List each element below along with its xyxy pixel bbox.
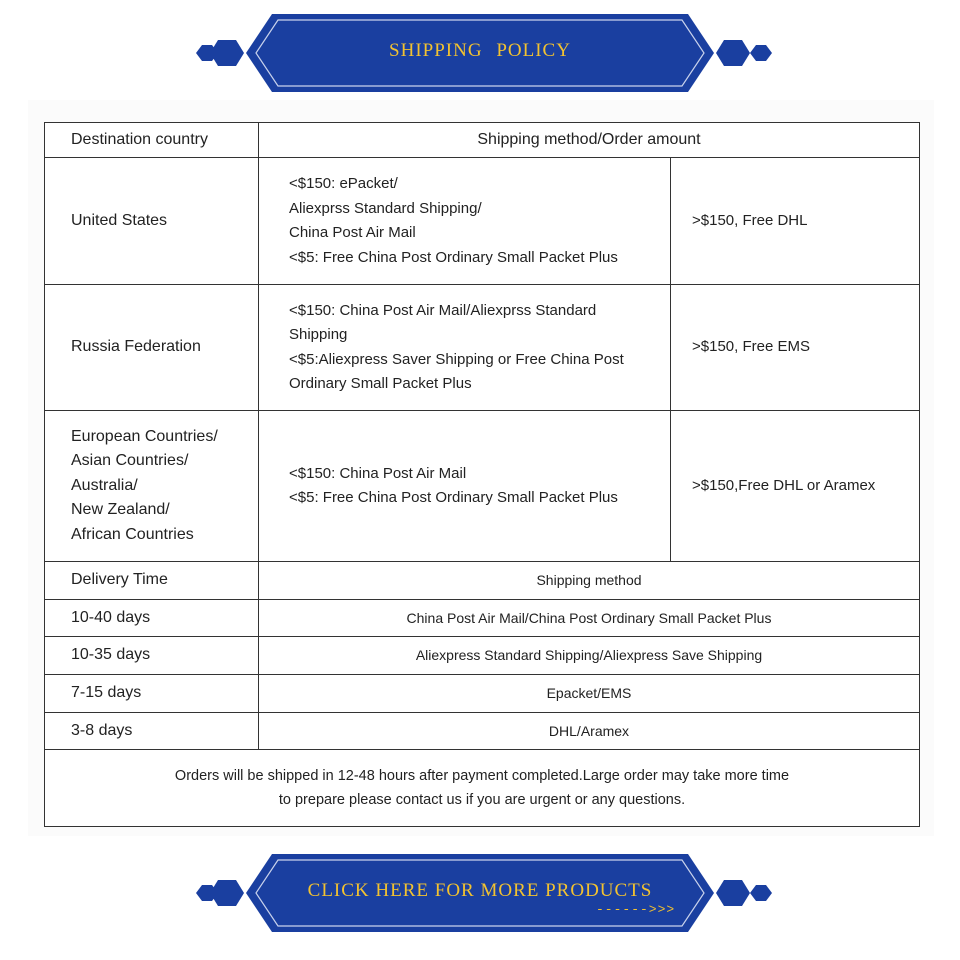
method-header: Shipping method/Order amount	[259, 123, 920, 158]
method-cell	[259, 158, 671, 285]
table-header-row	[45, 123, 920, 158]
country-line: European Countries/	[71, 427, 218, 445]
delivery-method-cell: DHL/Aramex	[259, 713, 920, 750]
delivery-time-cell: 10-40 days	[45, 600, 259, 637]
country-cell	[45, 411, 259, 562]
table-row	[45, 285, 920, 411]
shipping-method-header: Shipping method	[259, 562, 920, 600]
delivery-header-row	[45, 562, 920, 600]
method-line: Ordinary Small Packet Plus	[289, 375, 472, 392]
table-row	[45, 158, 920, 285]
delivery-time-header: Delivery Time	[45, 562, 259, 600]
table-row	[45, 411, 920, 562]
method-line: Aliexprss Standard Shipping/	[289, 199, 482, 217]
country-line: Australia/	[71, 476, 138, 494]
delivery-row	[45, 675, 920, 713]
method-line: Shipping	[289, 326, 348, 343]
delivery-time-cell: 10-35 days	[45, 637, 259, 675]
delivery-time-cell: 3-8 days	[45, 713, 259, 750]
free-shipping-cell: >$150,Free DHL or Aramex	[671, 411, 920, 562]
method-line: <$5:Aliexpress Saver Shipping or Free China Post	[289, 350, 624, 368]
note-row	[45, 750, 920, 827]
method-cell	[259, 411, 671, 562]
country-cell: United States	[45, 158, 259, 285]
delivery-row	[45, 637, 920, 675]
note-line: to prepare please contact us if you are urgent or any questions.	[278, 792, 686, 808]
free-shipping-cell: >$150, Free EMS	[671, 285, 920, 411]
country-cell: Russia Federation	[45, 285, 259, 411]
delivery-method-cell: Epacket/EMS	[259, 675, 920, 713]
note-line: Orders will be shipped in 12-48 hours after payment completed.Large order may take more time	[174, 767, 790, 784]
more-products-button[interactable]	[188, 852, 772, 932]
free-shipping-cell: >$150, Free DHL	[671, 158, 920, 285]
delivery-method-cell: China Post Air Mail/China Post Ordinary Small Packet Plus	[259, 600, 920, 637]
method-line: <$5: Free China Post Ordinary Small Packet Plus	[289, 248, 618, 266]
shipping-policy-banner	[188, 12, 772, 92]
delivery-row	[45, 600, 920, 637]
method-line: China Post Air Mail	[289, 224, 416, 241]
country-line: New Zealand/	[71, 501, 170, 519]
delivery-method-cell: Aliexpress Standard Shipping/Aliexpress Save Shipping	[259, 637, 920, 675]
method-line: <$150: China Post Air Mail	[289, 464, 467, 482]
country-line: African Countries	[71, 525, 194, 543]
method-cell	[259, 285, 671, 411]
more-products-label: CLICK HERE FOR MORE PRODUCTS	[307, 880, 653, 901]
method-line: <$5: Free China Post Ordinary Small Packet Plus	[289, 489, 618, 506]
country-line: Asian Countries/	[71, 452, 189, 470]
delivery-time-cell: 7-15 days	[45, 675, 259, 713]
arrow-icon: ------>>>	[596, 902, 676, 917]
destination-header: Destination country	[45, 123, 259, 158]
method-line: <$150: China Post Air Mail/Aliexprss Standard	[289, 301, 597, 319]
banner-title: SHIPPING POLICY	[389, 40, 571, 61]
shipping-note	[45, 750, 920, 827]
delivery-row	[45, 713, 920, 750]
method-line: <$150: ePacket/	[289, 175, 398, 192]
shipping-policy-table	[44, 122, 920, 827]
